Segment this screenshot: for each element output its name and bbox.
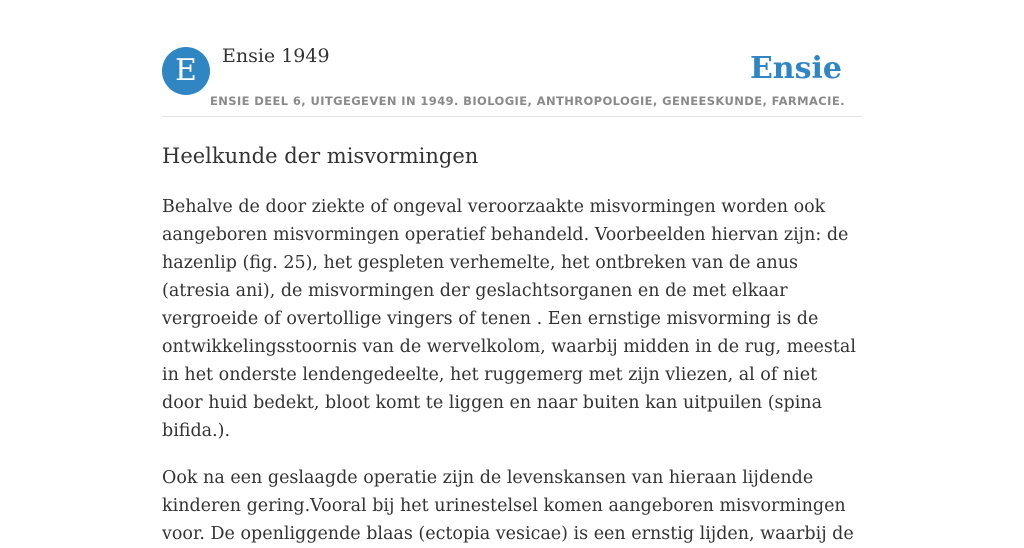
article-title: Heelkunde der misvormingen (162, 144, 479, 168)
edition-subtitle: ENSIE DEEL 6, UITGEGEVEN IN 1949. BIOLOGIE, ANTHROPOLOGIE, GENEESKUNDE, FARMACIE. (210, 94, 845, 108)
article-paragraph-2: Ook na een geslaagde operatie zijn de levenskansen van hieraan lijdende kinderen gering.Vooral bij het urinestelsel komen aangeboren misvormingen voor. De openliggende blaas (ectopia vesicae) is een ernstig lijden, waarbij de (162, 468, 854, 544)
brand-logo[interactable]: Ensie (749, 51, 842, 86)
ensie-logo-icon[interactable]: E (162, 47, 210, 95)
site-title[interactable]: Ensie 1949 (222, 45, 330, 67)
article-paragraph-1: Behalve de door ziekte of ongeval veroorzaakte misvormingen worden ook aangeboren misvormingen operatief behandeld. Voorbeelden hiervan zijn: de hazenlip (fig. 25), het gespleten verhemelte, het ontbreken van de anus (atresia ani), de misvormingen der geslachtsorganen en de met elkaar vergroeide of overtollige vingers of tenen . Een ernstige misvorming is de ontwikkelingsstoornis van de wervelkolom, waarbij midden in de rug, meestal in het onderste lendengedeelte, het ruggemerg met zijn vliezen, al of niet door huid bedekt, bloot komt te liggen en naar buiten kan uitpuilen (spina bifida.). (162, 197, 856, 441)
header (162, 0, 862, 117)
content-container (162, 0, 862, 548)
